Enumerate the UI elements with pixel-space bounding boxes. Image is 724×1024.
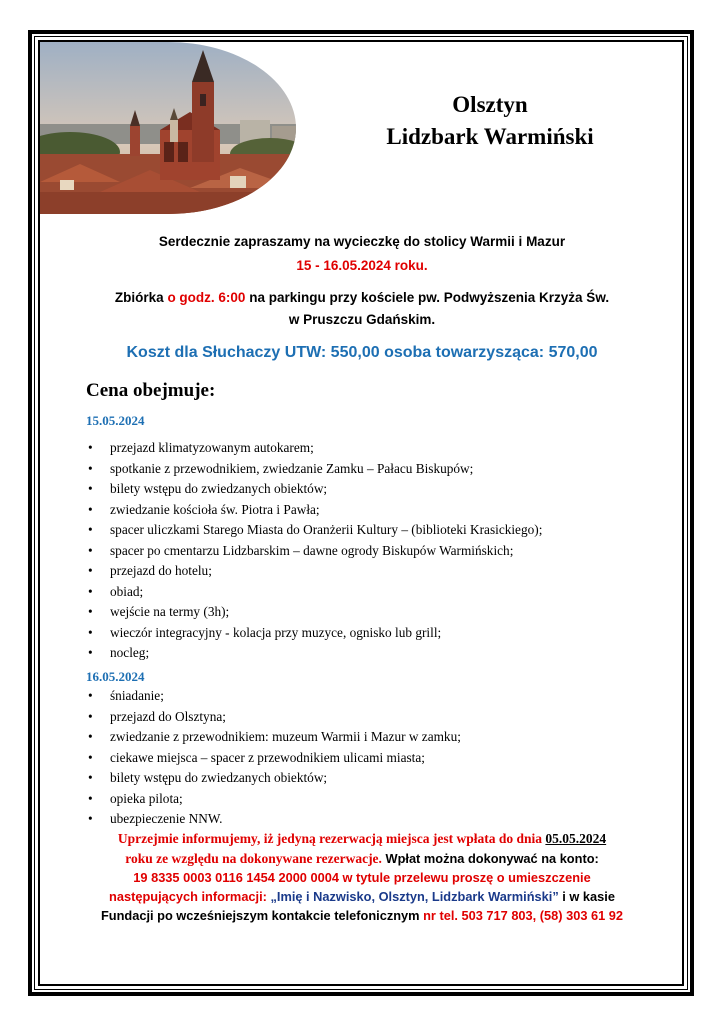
- list-item: [86, 541, 542, 562]
- day2-list: [86, 686, 461, 830]
- list-item: [86, 479, 542, 500]
- bullet-icon: •: [88, 749, 93, 765]
- day1-list: [86, 438, 542, 664]
- meeting-text-b: na parkingu przy kościele pw. Podwyższenia Krzyża Św.: [245, 290, 610, 305]
- list-item-text: spacer uliczkami Starego Miasta do Oranżerii Kultury – (biblioteki Krasickiego);: [110, 522, 543, 537]
- title-city-2: Lidzbark Warmiński: [386, 124, 594, 149]
- notice-line-1: [40, 831, 684, 847]
- list-item-text: śniadanie;: [110, 688, 164, 703]
- bullet-icon: •: [88, 440, 93, 455]
- notice-reservation-text: Uprzejmie informujemy, iż jedyną rezerwacją miejsca jest wpłata do dnia: [117, 831, 546, 846]
- list-item-text: wejście na termy (3h);: [110, 604, 230, 619]
- list-item-text: ubezpieczenie NNW.: [110, 811, 223, 826]
- bullet-icon: •: [88, 460, 93, 476]
- list-item-text: zwiedzanie kościoła św. Piotra i Pawła;: [110, 501, 320, 517]
- list-item: [86, 686, 461, 707]
- list-item-text: wieczór integracyjny - kolacja przy muzyce, ognisko lub grill;: [110, 624, 442, 640]
- bullet-icon: •: [88, 624, 93, 640]
- list-item-text: ciekawe miejsca – spacer z przewodnikiem ulicami miasta;: [110, 749, 425, 765]
- bullet-icon: •: [88, 790, 93, 806]
- list-item: [86, 500, 542, 521]
- list-item: [86, 789, 461, 810]
- list-item-text: przejazd do hotelu;: [110, 563, 212, 578]
- list-item: [86, 768, 461, 789]
- bullet-icon: •: [88, 708, 93, 724]
- list-item: [86, 438, 542, 459]
- day1-date: 15.05.2024: [86, 413, 145, 428]
- notice-cash-text: i w kasie: [558, 889, 615, 904]
- notice-line-5: [40, 908, 684, 923]
- notice-reason-text: roku ze względu na dokonywane rezerwacje.: [125, 851, 382, 866]
- notice-line-4: [40, 889, 684, 904]
- bullet-icon: •: [88, 729, 93, 744]
- list-item: [86, 602, 542, 623]
- list-item: [86, 643, 542, 664]
- list-item-text: opieka pilota;: [110, 790, 183, 806]
- bullet-icon: •: [88, 522, 93, 537]
- notice-transfer-title: „Imię i Nazwisko, Olsztyn, Lidzbark Warmiński”: [270, 889, 559, 904]
- list-item-text: nocleg;: [110, 645, 150, 660]
- notice-payment-text: Wpłat można dokonywać na konto:: [381, 851, 599, 866]
- notice-deadline-date: 05.05.2024: [545, 831, 607, 846]
- meeting-place: w Pruszczu Gdańskim.: [288, 312, 436, 327]
- list-item: [86, 623, 542, 644]
- meeting-text-a: Zbiórka: [114, 290, 168, 305]
- list-item-text: bilety wstępu do zwiedzanych obiektów;: [110, 481, 328, 496]
- list-item: [86, 727, 461, 748]
- list-item: [86, 520, 542, 541]
- bullet-icon: •: [88, 688, 93, 703]
- trip-dates: 15 - 16.05.2024 roku.: [296, 258, 428, 273]
- list-item: [86, 809, 461, 830]
- bullet-icon: •: [88, 811, 93, 826]
- bullet-icon: •: [88, 481, 93, 496]
- bullet-icon: •: [88, 604, 93, 619]
- list-item: [86, 582, 542, 603]
- list-item: [86, 561, 542, 582]
- list-item-text: spotkanie z przewodnikiem, zwiedzanie Zamku – Pałacu Biskupów;: [110, 460, 474, 476]
- notice-bank-account: 19 8335 0003 0116 1454 2000 0004 w tytule przelewu proszę o umieszczenie: [133, 870, 591, 885]
- notice-phone-numbers: nr tel. 503 717 803, (58) 303 61 92: [423, 908, 624, 923]
- city-photo: [40, 42, 296, 214]
- bullet-icon: •: [88, 645, 93, 660]
- list-item-text: przejazd klimatyzowanym autokarem;: [110, 440, 314, 455]
- notice-info-label: następujących informacji:: [109, 889, 271, 904]
- invitation-text: Serdecznie zapraszamy na wycieczkę do stolicy Warmii i Mazur: [158, 234, 566, 249]
- title-city-1: Olsztyn: [452, 92, 528, 117]
- price-info: Koszt dla Słuchaczy UTW: 550,00 osoba towarzysząca: 570,00: [126, 344, 598, 361]
- list-item-text: zwiedzanie z przewodnikiem: muzeum Warmii i Mazur w zamku;: [110, 729, 461, 744]
- bullet-icon: •: [88, 542, 93, 558]
- list-item-text: bilety wstępu do zwiedzanych obiektów;: [110, 770, 328, 785]
- list-item: [86, 459, 542, 480]
- bullet-icon: •: [88, 563, 93, 578]
- bullet-icon: •: [88, 583, 93, 599]
- list-item-text: obiad;: [110, 583, 144, 599]
- list-item-text: przejazd do Olsztyna;: [110, 708, 226, 724]
- day2-date: 16.05.2024: [86, 669, 145, 684]
- bullet-icon: •: [88, 501, 93, 517]
- notice-contact-text: Fundacji po wcześniejszym kontakcie telefonicznym: [100, 908, 424, 923]
- list-item: [86, 707, 461, 728]
- list-item: [86, 748, 461, 769]
- notice-line-2: [40, 851, 684, 867]
- bullet-icon: •: [88, 770, 93, 785]
- meeting-time: o godz. 6:00: [167, 290, 246, 305]
- includes-heading: Cena obejmuje:: [86, 380, 216, 401]
- list-item-text: spacer po cmentarzu Lidzbarskim – dawne ogrody Biskupów Warmińskich;: [110, 542, 514, 558]
- meeting-info: [40, 290, 684, 305]
